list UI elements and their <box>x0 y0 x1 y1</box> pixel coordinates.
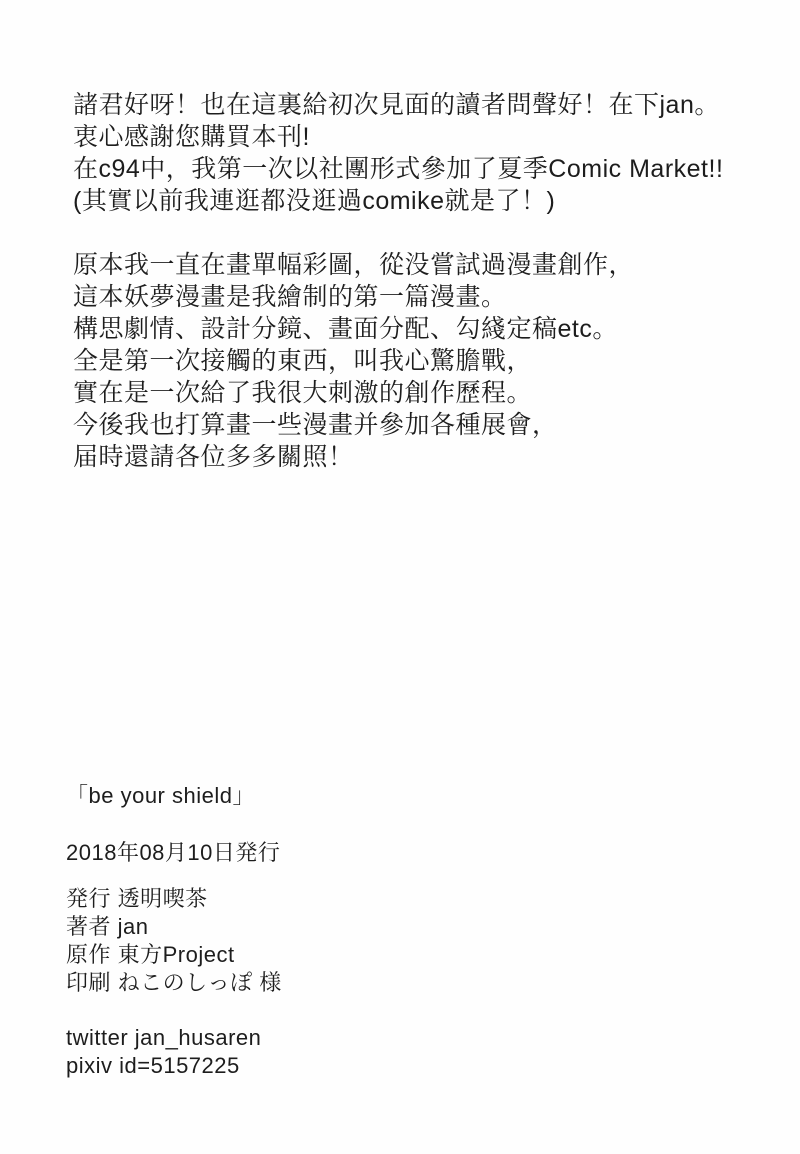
credit-publisher: 発行 透明喫茶 <box>66 886 208 911</box>
greeting-line: 諸君好呀！也在這裏給初次見面的讀者問聲好！在下jan。 <box>73 91 720 119</box>
process-line: 届時還請各位多多關照！ <box>73 443 354 471</box>
process-line: 這本妖夢漫畫是我繪制的第一篇漫畫。 <box>73 283 507 311</box>
publication-date: 2018年08月10日発行 <box>66 840 281 865</box>
process-line: 實在是一次給了我很大刺激的創作歷程。 <box>73 379 533 407</box>
greeting-line: 衷心感謝您購買本刊! <box>73 123 310 151</box>
credit-original-work: 原作 東方Project <box>66 942 235 967</box>
greeting-paragraph <box>73 89 723 217</box>
credit-printer: 印刷 ねこのしっぽ 様 <box>66 970 282 995</box>
greeting-line: (其實以前我連逛都没逛過comike就是了！) <box>73 187 556 215</box>
process-line: 全是第一次接觸的東西，叫我心驚膽戰， <box>73 347 533 375</box>
contacts-block <box>66 1024 261 1080</box>
process-line: 構思劇情、設計分鏡、畫面分配、勾綫定稿etc。 <box>73 315 618 343</box>
contact-twitter: twitter jan_husaren <box>66 1025 262 1050</box>
contact-pixiv: pixiv id=5157225 <box>66 1053 240 1078</box>
credit-author: 著者 jan <box>66 914 149 939</box>
process-line: 原本我一直在畫單幅彩圖，從没嘗試過漫畫創作， <box>73 251 635 279</box>
process-paragraph <box>73 249 634 473</box>
credits-block <box>66 885 282 997</box>
greeting-line: 在c94中，我第一次以社團形式參加了夏季Comic Market!! <box>73 155 724 183</box>
book-title: 「be your shield」 <box>66 783 255 808</box>
process-line: 今後我也打算畫一些漫畫并參加各種展會， <box>73 411 558 439</box>
